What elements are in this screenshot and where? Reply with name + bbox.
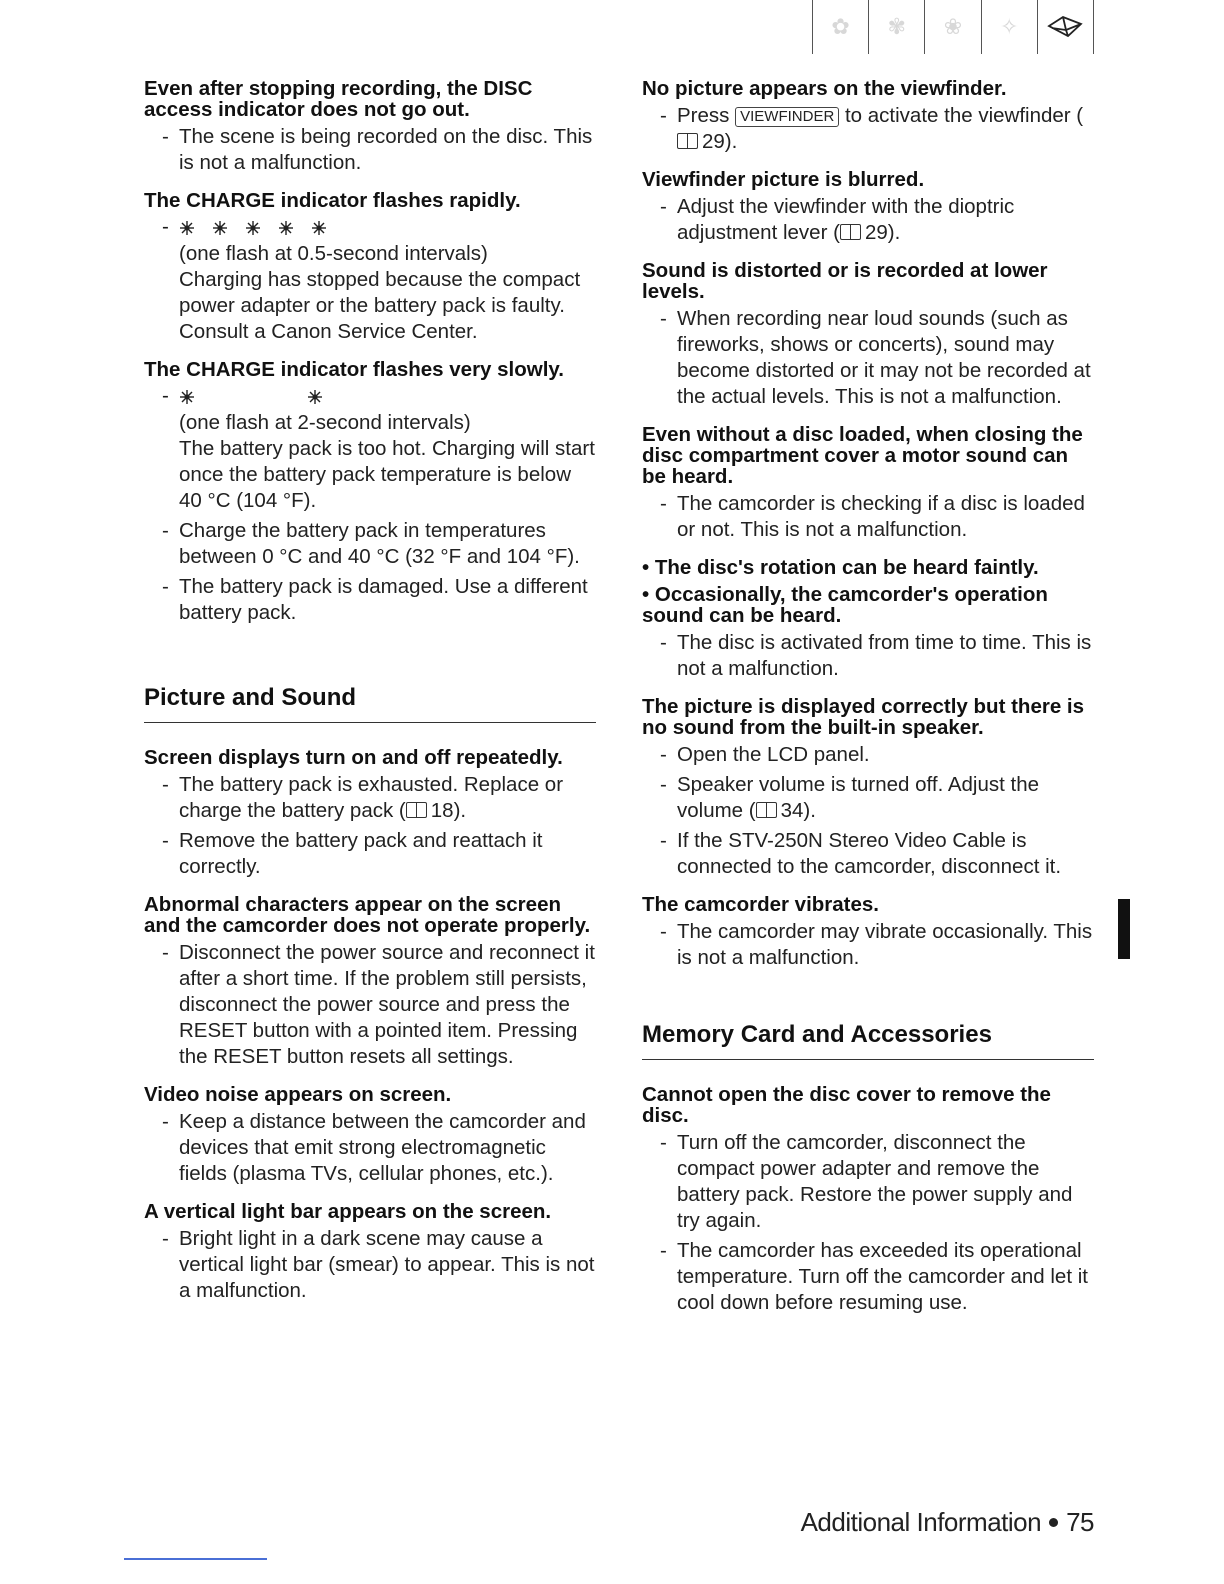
flash-interval-text: (one flash at 2-second intervals) xyxy=(179,411,471,434)
trouble-item xyxy=(144,747,596,880)
problem-heading: • Occasionally, the camcorder's operation sound can be heard. xyxy=(642,583,1048,627)
left-column xyxy=(144,78,596,1318)
trouble-item xyxy=(144,359,596,626)
trouble-item xyxy=(642,696,1094,880)
problem-heading: Cannot open the disc cover to remove the disc. xyxy=(642,1083,1051,1127)
flash-icon xyxy=(311,220,327,236)
trouble-item xyxy=(144,894,596,1070)
trouble-item xyxy=(642,1084,1094,1316)
bottom-rule xyxy=(124,1558,267,1560)
problem-heading: Even without a disc loaded, when closing the disc compartment cover a motor sound can be heard. xyxy=(642,423,1083,488)
problem-heading: Video noise appears on screen. xyxy=(144,1083,452,1106)
solution-text-body: Adjust the viewfinder with the dioptric adjustment lever ( xyxy=(677,195,1015,244)
problem-heading: The camcorder vibrates. xyxy=(642,893,879,916)
solution-text: - If the STV-250N Stereo Video Cable is connected to the camcorder, disconnect it. xyxy=(642,828,1094,880)
flash-icon xyxy=(307,389,323,405)
flash-icon xyxy=(212,220,228,236)
problem-heading: Abnormal characters appear on the screen and the camcorder does not operate properly. xyxy=(144,893,591,937)
page-ref-number: 18). xyxy=(430,799,467,822)
problem-heading: Screen displays turn on and off repeatedly. xyxy=(144,746,563,769)
page-reference-icon xyxy=(840,224,861,240)
trouble-item xyxy=(144,1201,596,1304)
trouble-item xyxy=(642,424,1094,543)
bullet-icon xyxy=(1049,1518,1058,1527)
solution-text: - Bright light in a dark scene may cause a vertical light bar (smear) to appear. This is not a malfunction. xyxy=(144,1226,596,1304)
section-title: Picture and Sound xyxy=(144,684,596,723)
trouble-item xyxy=(144,190,596,345)
solution-text: - Keep a distance between the camcorder and devices that emit strong electromagnetic fields (plasma TVs, cellular phones, etc.). xyxy=(144,1109,596,1187)
flash-icon xyxy=(179,220,195,236)
solution-text: - Open the LCD panel. xyxy=(642,742,1094,768)
tab-4-icon: ✧ xyxy=(999,14,1019,39)
tab-3 xyxy=(924,0,980,54)
solution-text xyxy=(642,194,1094,246)
solution-text: - Remove the battery pack and reattach it correctly. xyxy=(144,828,596,880)
page-ref-number: 29). xyxy=(864,221,901,244)
problem-heading: The CHARGE indicator flashes rapidly. xyxy=(144,189,521,212)
solution-text xyxy=(642,103,1094,155)
solution-text-body: Press xyxy=(677,104,730,127)
solution-text xyxy=(642,772,1094,824)
flash-icon xyxy=(278,220,294,236)
solution-text-body: Speaker volume is turned off. Adjust the volume ( xyxy=(677,773,1040,822)
page-ref-number: 29). xyxy=(702,130,738,153)
tab-3-icon: ❀ xyxy=(943,14,963,39)
solution-text: - The camcorder is checking if a disc is loaded or not. This is not a malfunction. xyxy=(642,491,1094,543)
tab-1-icon: ✿ xyxy=(831,14,850,39)
flash-icon xyxy=(179,389,195,405)
slow-flash-indicator xyxy=(144,384,596,410)
viewfinder-key: VIEWFINDER xyxy=(735,107,839,127)
chapter-marker xyxy=(1118,899,1130,959)
problem-heading: A vertical light bar appears on the screen. xyxy=(144,1200,552,1223)
chapter-tabs xyxy=(812,0,1094,54)
problem-heading: Even after stopping recording, the DISC access indicator does not go out. xyxy=(144,77,533,121)
solution-text: - The camcorder has exceeded its operational temperature. Turn off the camcorder and let it cool down before resuming use. xyxy=(642,1238,1094,1316)
page-ref-number: 34). xyxy=(780,799,816,822)
trouble-item xyxy=(642,894,1094,971)
page-reference-icon xyxy=(677,133,698,149)
problem-heading: • The disc's rotation can be heard faintly. xyxy=(642,556,1039,579)
tab-4 xyxy=(981,0,1037,54)
book-open-icon xyxy=(1046,14,1084,40)
flash-icon xyxy=(245,220,261,236)
solution-text: - Turn off the camcorder, disconnect the compact power adapter and remove the battery pack. Restore the power supply and try again. xyxy=(642,1130,1094,1234)
tab-2-icon: ✾ xyxy=(887,14,907,39)
solution-text: - The disc is activated from time to time. This is not a malfunction. xyxy=(642,630,1094,682)
solution-text: - The battery pack is damaged. Use a different battery pack. xyxy=(144,574,596,626)
solution-text xyxy=(144,772,596,824)
rapid-flash-indicator xyxy=(144,215,596,241)
page-reference-icon xyxy=(406,802,427,818)
solution-text-body: The battery pack is exhausted. Replace or charge the battery pack ( xyxy=(179,773,564,822)
solution-text: - Disconnect the power source and reconnect it after a short time. If the problem still persists, disconnect the power source and press the RESET button with a pointed item. Pressing the RESET button resets all settings. xyxy=(144,940,596,1070)
trouble-item xyxy=(642,260,1094,410)
problem-heading: Viewfinder picture is blurred. xyxy=(642,168,925,191)
tab-5 xyxy=(1037,0,1094,54)
footer-section-title: Additional Information xyxy=(800,1507,1042,1537)
problem-heading: Sound is distorted or is recorded at lower levels. xyxy=(642,259,1048,303)
section-title: Memory Card and Accessories xyxy=(642,1021,1094,1060)
trouble-item xyxy=(642,557,1094,682)
solution-text-body: to activate the viewfinder ( xyxy=(844,104,1084,127)
solution-text: - Charge the battery pack in temperatures between 0 °C and 40 °C (32 °F and 104 °F). xyxy=(144,518,596,570)
solution-text: Charging has stopped because the compact power adapter or the battery pack is faulty. Consult a Canon Service Center. xyxy=(179,268,581,343)
flash-interval-text: (one flash at 0.5-second intervals) xyxy=(179,242,488,265)
trouble-item xyxy=(144,1084,596,1187)
solution-text: - The camcorder may vibrate occasionally. This is not a malfunction. xyxy=(642,919,1094,971)
page-number: 75 xyxy=(1066,1507,1094,1537)
solution-text: - The scene is being recorded on the disc. This is not a malfunction. xyxy=(144,124,596,176)
solution-text: The battery pack is too hot. Charging will start once the battery pack temperature is below 40 °C (104 °F). xyxy=(179,437,595,512)
page-reference-icon xyxy=(756,802,777,818)
problem-heading: The CHARGE indicator flashes very slowly. xyxy=(144,358,564,381)
problem-heading: The picture is displayed correctly but there is no sound from the built-in speaker. xyxy=(642,695,1085,739)
tab-2 xyxy=(868,0,924,54)
problem-heading: No picture appears on the viewfinder. xyxy=(642,77,1007,100)
solution-text: - When recording near loud sounds (such as fireworks, shows or concerts), sound may become distorted or it may not be recorded at the actual levels. This is not a malfunction. xyxy=(642,306,1094,410)
trouble-item xyxy=(642,169,1094,246)
trouble-item xyxy=(642,78,1094,155)
right-column xyxy=(642,78,1094,1330)
trouble-item xyxy=(144,78,596,176)
page-footer xyxy=(801,1507,1094,1538)
tab-1 xyxy=(812,0,868,54)
